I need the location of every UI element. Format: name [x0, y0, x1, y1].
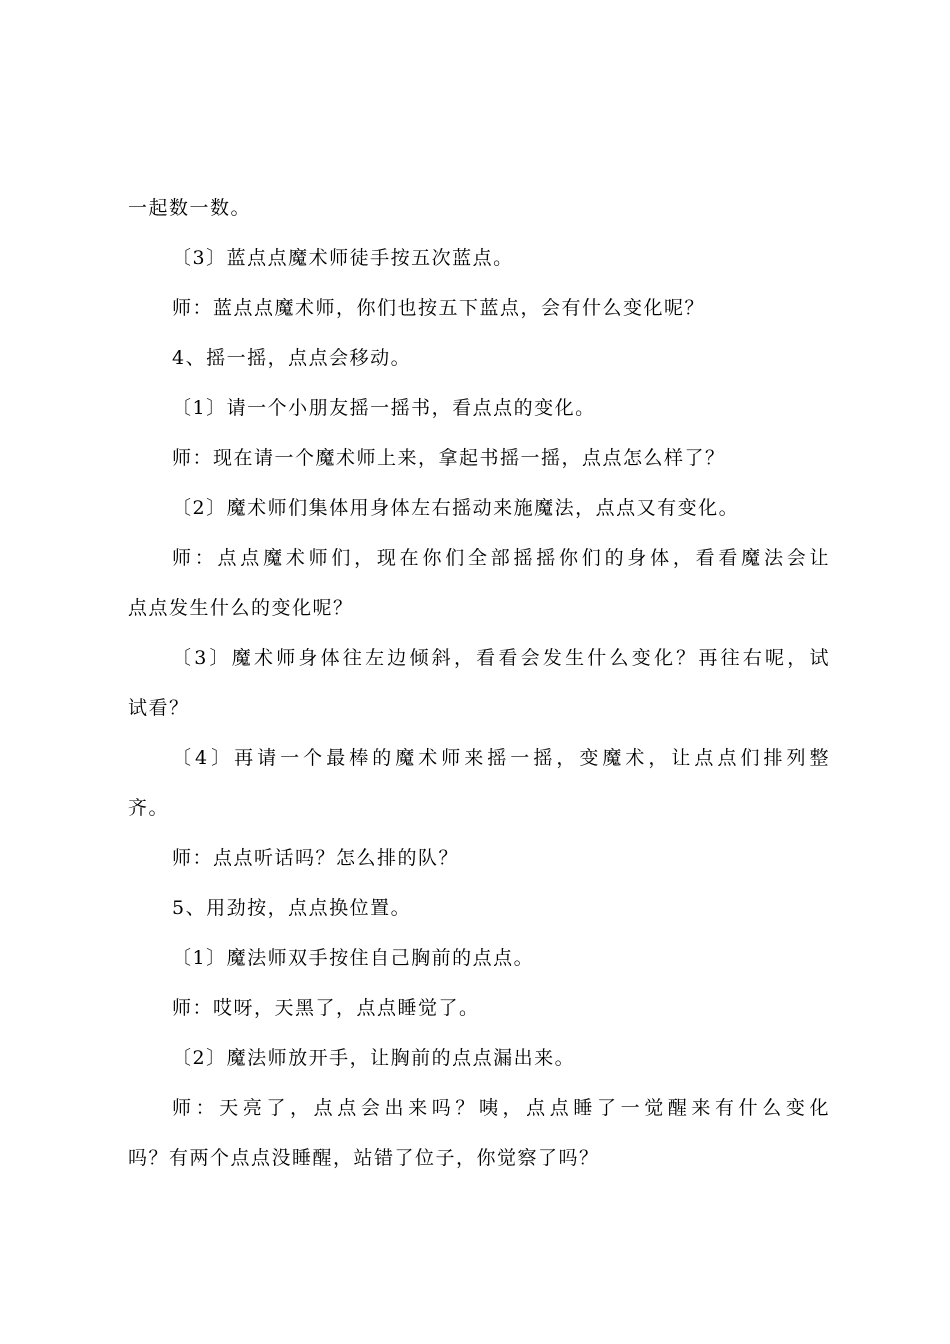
text-line: 〔2〕魔术师们集体用身体左右摇动来施魔法，点点又有变化。 [172, 497, 740, 519]
text-line: 试看？ [128, 697, 190, 719]
text-line: 师：哎呀，天黑了，点点睡觉了。 [172, 997, 480, 1019]
text-line: 点点发生什么的变化呢？ [128, 597, 354, 619]
text-line: 4、摇一摇，点点会移动。 [172, 347, 412, 369]
text-line: 〔4〕再请一个最棒的魔术师来摇一摇，变魔术，让点点们排列整 [172, 747, 830, 769]
text-line: 〔3〕魔术师身体往左边倾斜，看看会发生什么变化？再往右呢，试 [172, 647, 830, 669]
text-line: 吗？有两个点点没睡醒，站错了位子，你觉察了吗？ [128, 1147, 600, 1169]
text-line: 〔3〕蓝点点魔术师徒手按五次蓝点。 [172, 247, 514, 269]
text-line: 师：天亮了，点点会出来吗？咦，点点睡了一觉醒来有什么变化 [172, 1097, 830, 1119]
text-line: 〔1〕请一个小朋友摇一摇书，看点点的变化。 [172, 397, 596, 419]
text-line: 一起数一数。 [128, 197, 252, 219]
text-line: 〔2〕魔法师放开手，让胸前的点点漏出来。 [172, 1047, 576, 1069]
text-line: 〔1〕魔法师双手按住自己胸前的点点。 [172, 947, 535, 969]
text-line: 师：蓝点点魔术师，你们也按五下蓝点，会有什么变化呢？ [172, 297, 706, 319]
text-line: 齐。 [128, 797, 170, 819]
text-line: 5、用劲按，点点换位置。 [172, 897, 412, 919]
text-line: 师：点点听话吗？怎么排的队？ [172, 847, 460, 869]
text-line: 师：点点魔术师们，现在你们全部摇摇你们的身体，看看魔法会让 [172, 547, 830, 569]
text-line: 师：现在请一个魔术师上来，拿起书摇一摇，点点怎么样了？ [172, 447, 726, 469]
